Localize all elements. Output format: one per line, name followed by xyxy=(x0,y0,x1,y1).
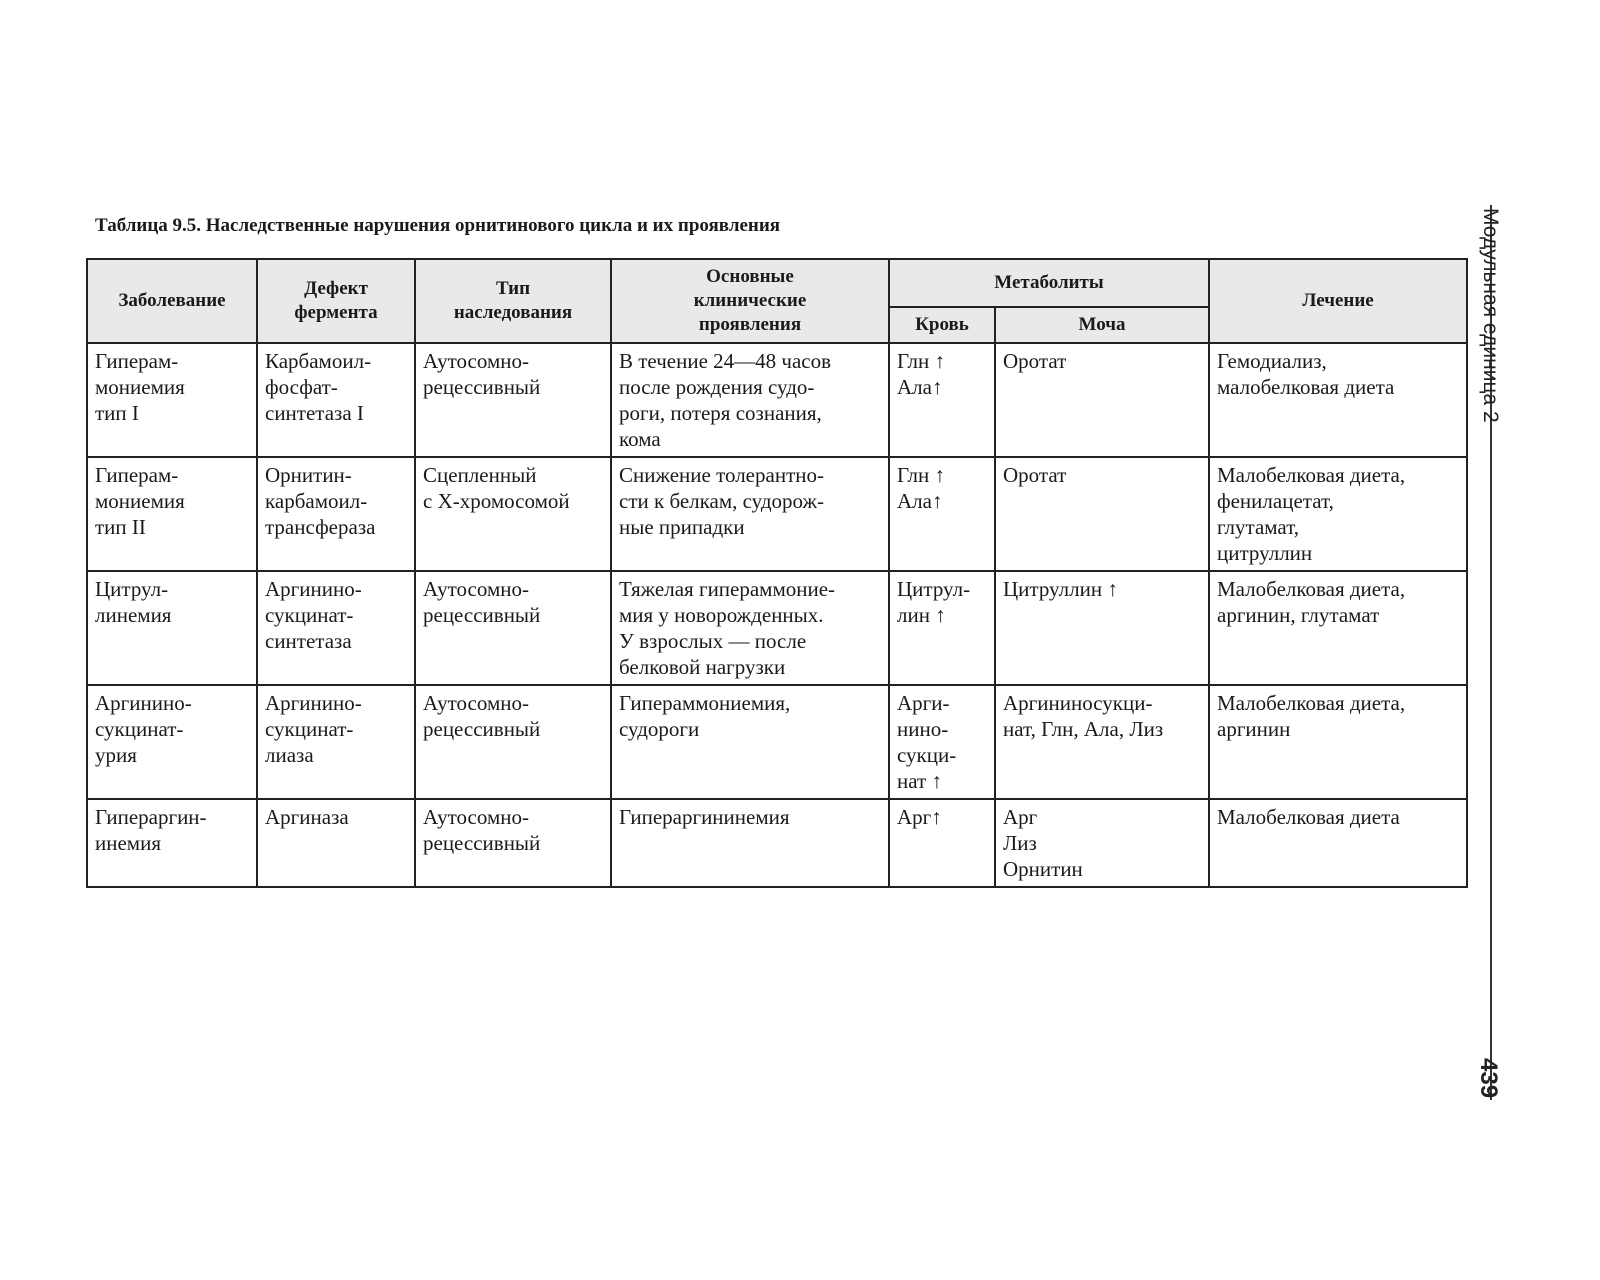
cell-treatment: Гемодиализ, малобелковая диета xyxy=(1209,343,1467,457)
table-header xyxy=(87,259,1467,343)
table-caption: Таблица 9.5. Наследственные нарушения орнитинового цикла и их проявления xyxy=(95,215,781,236)
cell-inheritance: Аутосомно- рецессивный xyxy=(415,685,611,799)
cell-disease: Цитрул- линемия xyxy=(87,571,257,685)
cell-treatment: Малобелковая диета, аргинин, глутамат xyxy=(1209,571,1467,685)
table-row xyxy=(87,571,1467,685)
cell-clinical: Гипераммониемия, судороги xyxy=(611,685,889,799)
header-disease: Заболевание xyxy=(87,259,257,343)
page-number: 439 xyxy=(1475,1058,1502,1099)
cell-blood: Арги- нино- сукци- нат ↑ xyxy=(889,685,995,799)
cell-urine: Оротат xyxy=(995,343,1209,457)
header-metabolites: Метаболиты xyxy=(889,259,1209,307)
cell-clinical: Снижение толерантно- сти к белкам, судорож- ные припадки xyxy=(611,457,889,571)
header-inheritance: Тип наследования xyxy=(415,259,611,343)
table-row xyxy=(87,343,1467,457)
cell-treatment: Малобелковая диета, фенилацетат, глутамат, цитруллин xyxy=(1209,457,1467,571)
cell-enzyme: Аргиназа xyxy=(257,799,415,887)
cell-inheritance: Аутосомно- рецессивный xyxy=(415,343,611,457)
cell-blood: Глн ↑ Ала↑ xyxy=(889,457,995,571)
cell-enzyme: Карбамоил- фосфат- синтетаза I xyxy=(257,343,415,457)
cell-disease: Гиперам- мониемия тип I xyxy=(87,343,257,457)
ornithine-cycle-table-wrap xyxy=(86,258,1466,888)
table-body xyxy=(87,343,1467,887)
cell-clinical: Гипераргининемия xyxy=(611,799,889,887)
cell-urine: Аргининосукци- нат, Глн, Ала, Лиз xyxy=(995,685,1209,799)
cell-treatment: Малобелковая диета xyxy=(1209,799,1467,887)
cell-urine: Арг Лиз Орнитин xyxy=(995,799,1209,887)
cell-blood: Арг↑ xyxy=(889,799,995,887)
cell-clinical: Тяжелая гипераммоние- мия у новорожденных. У взрослых — после белковой нагрузки xyxy=(611,571,889,685)
cell-inheritance: Аутосомно- рецессивный xyxy=(415,571,611,685)
cell-blood: Глн ↑ Ала↑ xyxy=(889,343,995,457)
module-label: Модульная единица 2 xyxy=(1479,208,1502,423)
table-row xyxy=(87,457,1467,571)
cell-enzyme: Орнитин- карбамоил- трансфераза xyxy=(257,457,415,571)
cell-disease: Аргинино- сукцинат- урия xyxy=(87,685,257,799)
header-blood: Кровь xyxy=(889,307,995,343)
cell-enzyme: Аргинино- сукцинат- лиаза xyxy=(257,685,415,799)
cell-blood: Цитрул- лин ↑ xyxy=(889,571,995,685)
cell-enzyme: Аргинино- сукцинат- синтетаза xyxy=(257,571,415,685)
header-clinical: Основные клинические проявления xyxy=(611,259,889,343)
header-enzyme: Дефект фермента xyxy=(257,259,415,343)
table-row xyxy=(87,799,1467,887)
cell-urine: Цитруллин ↑ xyxy=(995,571,1209,685)
cell-clinical: В течение 24—48 часов после рождения судо- роги, потеря сознания, кома xyxy=(611,343,889,457)
cell-urine: Оротат xyxy=(995,457,1209,571)
cell-inheritance: Аутосомно- рецессивный xyxy=(415,799,611,887)
cell-inheritance: Сцепленный с Х-хромосомой xyxy=(415,457,611,571)
cell-disease: Гипераргин- инемия xyxy=(87,799,257,887)
cell-treatment: Малобелковая диета, аргинин xyxy=(1209,685,1467,799)
table-row xyxy=(87,685,1467,799)
header-urine: Моча xyxy=(995,307,1209,343)
ornithine-cycle-table xyxy=(86,258,1468,888)
cell-disease: Гиперам- мониемия тип II xyxy=(87,457,257,571)
header-treatment: Лечение xyxy=(1209,259,1467,343)
